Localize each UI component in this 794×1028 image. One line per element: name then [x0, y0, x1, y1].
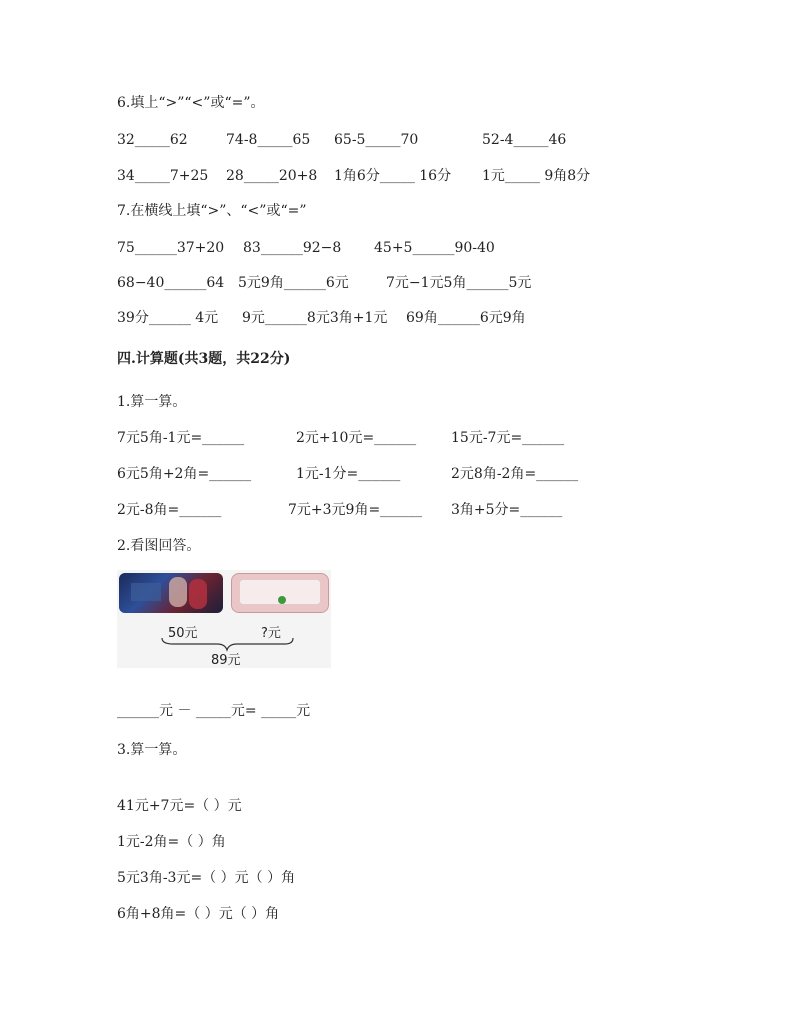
- calc-item: 6元5角+2角=______: [117, 466, 252, 482]
- section7-title: 7.在横线上填“>”、“<”或“=”: [117, 203, 307, 219]
- calc-item: 7元5角-1元=______: [117, 430, 245, 446]
- price-total-label: 89元: [211, 653, 241, 668]
- price-right-label: ?元: [261, 626, 281, 641]
- compare-item: 34_____7+25: [117, 168, 209, 184]
- compare-item: 9元______8元3角+1元: [242, 310, 388, 326]
- q3-title: 3.算一算。: [117, 742, 187, 758]
- q2-title: 2.看图回答。: [117, 538, 201, 554]
- q1-title: 1.算一算。: [117, 394, 187, 410]
- compare-item: 52-4_____46: [482, 132, 567, 148]
- calc-line: 6角+8角=（ ）元（ ）角: [117, 906, 280, 922]
- compare-item: 1元_____ 9角8分: [482, 168, 591, 184]
- calc-item: 3角+5分=______: [451, 502, 563, 518]
- calc-item: 2元8角-2角=______: [451, 466, 579, 482]
- compare-item: 74-8_____65: [226, 132, 311, 148]
- compare-item: 75______37+20: [117, 240, 225, 256]
- q2-answer-line: ______元 － _____元= _____元: [117, 703, 311, 719]
- pencil-case-figure: [117, 570, 331, 668]
- compare-item: 1角6分_____ 16分: [334, 168, 452, 184]
- calc-item: 2元+10元=______: [296, 430, 417, 446]
- calc-item: 2元-8角=______: [117, 502, 222, 518]
- compare-item: 69角______6元9角: [406, 310, 526, 326]
- price-left-label: 50元: [168, 626, 198, 641]
- calc-item: 7元+3元9角=______: [288, 502, 423, 518]
- calc-item: 15元-7元=______: [451, 430, 565, 446]
- compare-item: 7元−1元5角______5元: [386, 275, 532, 291]
- part4-heading: 四.计算题(共3题，共22分): [117, 351, 291, 367]
- compare-item: 83______92−8: [243, 240, 342, 256]
- compare-item: 5元9角______6元: [238, 275, 349, 291]
- section6-title: 6.填上“>”“<”或“=”。: [117, 95, 265, 111]
- compare-item: 45+5______90-40: [374, 240, 495, 256]
- compare-item: 28_____20+8: [226, 168, 318, 184]
- calc-line: 1元-2角=（ ）角: [117, 834, 226, 850]
- compare-item: 65-5_____70: [334, 132, 419, 148]
- compare-item: 68−40______64: [117, 275, 225, 291]
- calc-line: 41元+7元=（ ）元: [117, 798, 242, 814]
- compare-item: 32_____62: [117, 132, 188, 148]
- compare-item: 39分______ 4元: [117, 310, 219, 326]
- calc-item: 1元-1分=______: [296, 466, 401, 482]
- calc-line: 5元3角-3元=（ ）元（ ）角: [117, 870, 296, 886]
